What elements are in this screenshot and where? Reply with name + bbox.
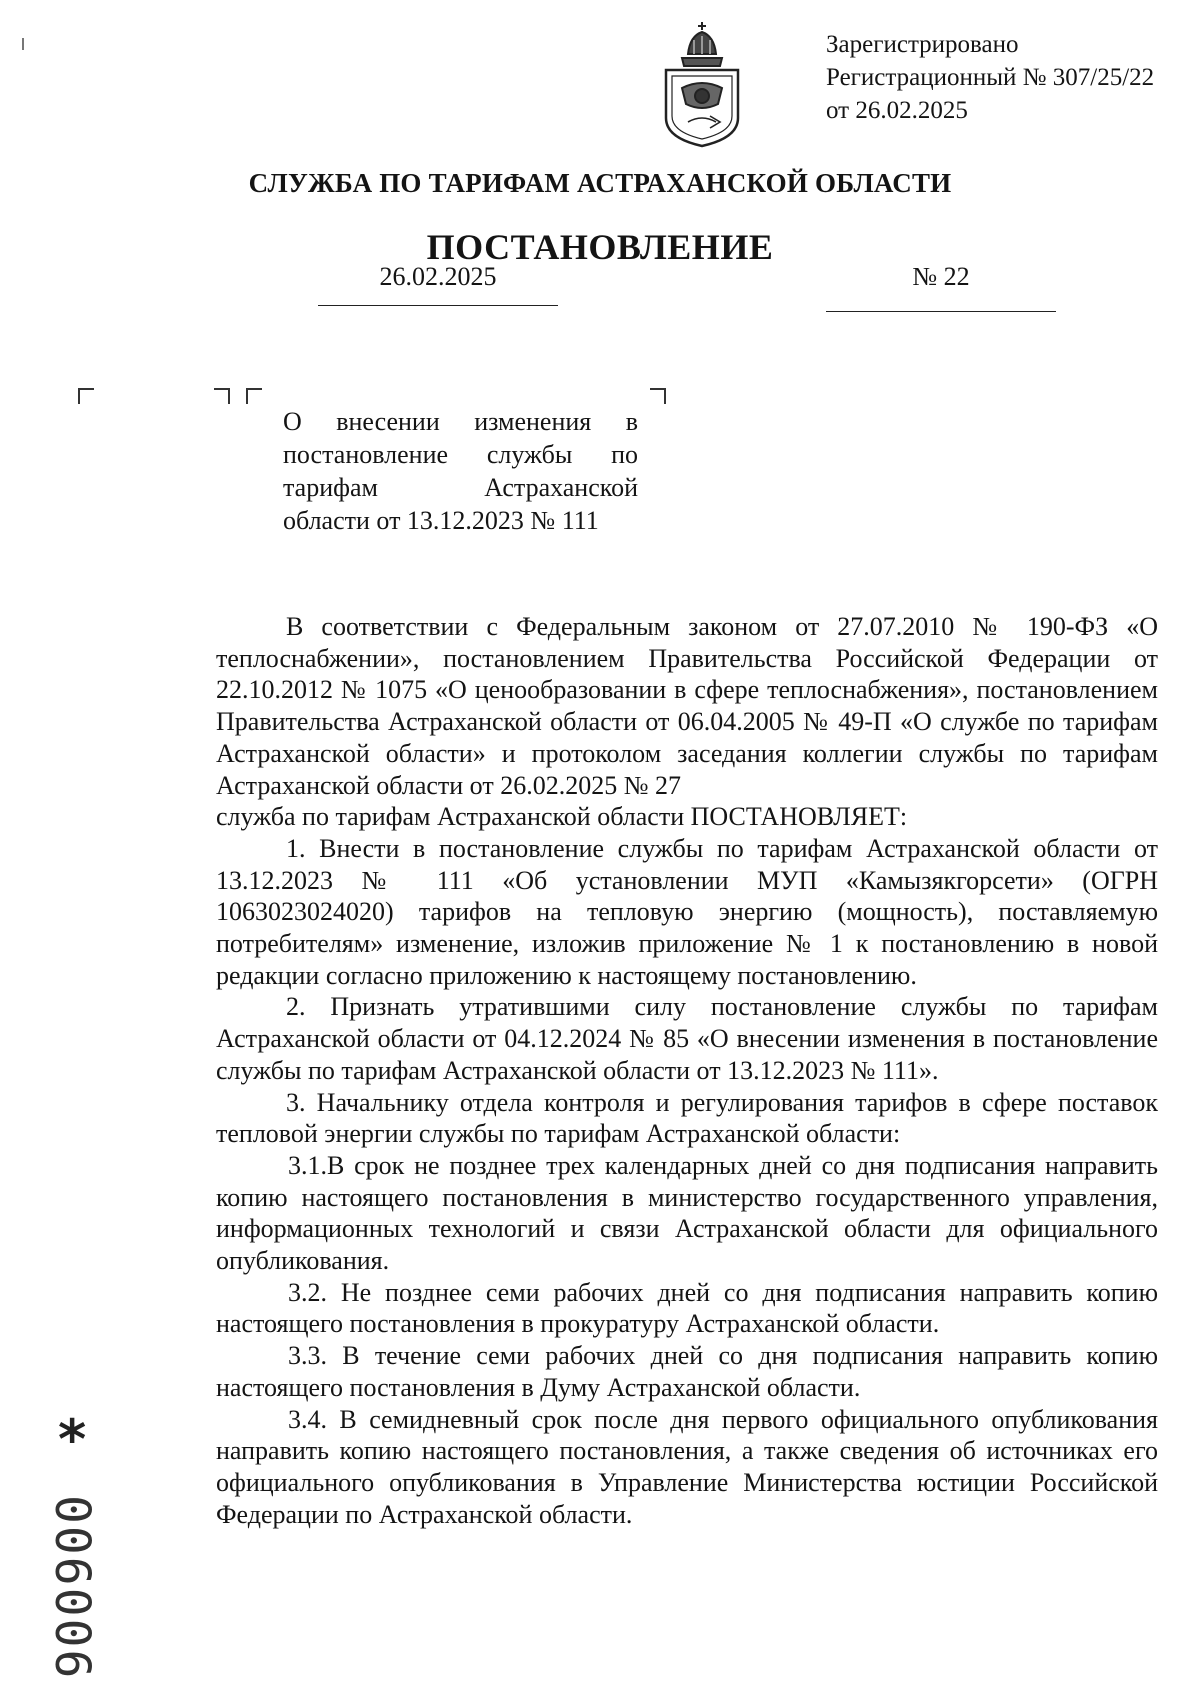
- resolves-line: служба по тарифам Астраханской области ПОСТАНОВЛЯЕТ:: [216, 802, 908, 832]
- document-subject: [283, 405, 638, 537]
- date-underline: [318, 305, 558, 306]
- agency-name: СЛУЖБА ПО ТАРИФАМ АСТРАХАНСКОЙ ОБЛАСТИ: [248, 168, 952, 198]
- clause-3-2: 3.2. Не позднее семи рабочих дней со дня подписания направить копию настоящего постановления в прокуратуру Астраханской области.: [216, 1277, 1158, 1339]
- document-type: ПОСТАНОВЛЕНИЕ: [426, 227, 774, 267]
- scan-speck: [22, 38, 24, 50]
- serial-stamp: 006006: [44, 1495, 100, 1681]
- document-number: № 22: [912, 262, 970, 291]
- document-date: 26.02.2025: [379, 262, 497, 291]
- subject-line: области от 13.12.2023 № 111: [283, 506, 599, 535]
- corner-mark-right: [650, 388, 666, 404]
- preamble-paragraph: В соответствии с Федеральным законом от 27.07.2010 № 190-ФЗ «О теплоснабжении», постановлением Правительства Российской Федерации от 22.10.2012 № 1075 «О ценообразовании в сфере теплоснабжения», постановлением Правительства Астраханской области от 06.04.2005 № 49-П «О службе по тарифам Астраханской области» и протоколом заседания коллегии службы по тарифам Астраханской области от 26.02.2025 № 27: [216, 612, 1158, 800]
- clause-1: 1. Внести в постановление службы по тарифам Астраханской области от 13.12.2023 № 111 «Об установлении МУП «Камызякгорсети» (ОГРН 1063023024020) тарифов на тепловую энергию (мощность), поставляемую потребителям» изменение, изложив приложение № 1 к постановлению в новой редакции согласно приложению к настоящему постановлению.: [216, 833, 1158, 990]
- coat-of-arms-icon: [658, 18, 746, 148]
- registration-status: Зарегистрировано: [826, 31, 1019, 58]
- corner-mark-subject-right: [246, 388, 262, 404]
- corner-mark-subject-left: [214, 388, 230, 404]
- clause-3-4: 3.4. В семидневный срок после дня первого официального опубликования направить копию настоящего постановления, а также сведения об источниках его официального опубликования в Управление Министерства юстиции Российской Федерации по Астраханской области.: [216, 1404, 1158, 1529]
- clause-3: 3. Начальнику отдела контроля и регулирования тарифов в сфере поставок тепловой энергии службы по тарифам Астраханской области:: [216, 1087, 1158, 1149]
- subject-line: постановление службы по: [283, 440, 638, 469]
- clause-2: 2. Признать утратившими силу постановление службы по тарифам Астраханской области от 04.12.2024 № 85 «О внесении изменения в постановление службы по тарифам Астраханской области от 13.12.2023 № 111».: [216, 992, 1158, 1085]
- document-body: [216, 611, 1158, 1530]
- margin-asterisk: *: [58, 1408, 87, 1471]
- subject-line: тарифам Астраханской: [283, 473, 638, 502]
- registration-block: [826, 28, 1154, 127]
- registration-date: от 26.02.2025: [826, 97, 968, 124]
- clause-3-3: 3.3. В течение семи рабочих дней со дня подписания направить копию настоящего постановления в Думу Астраханской области.: [216, 1341, 1158, 1402]
- registration-number: Регистрационный № 307/25/22: [826, 64, 1155, 91]
- clause-3-1: 3.1.В срок не позднее трех календарных дней со дня подписания направить копию настоящего постановления в министерство государственного управления, информационных технологий и связи Астраханской области для официального опубликования.: [216, 1150, 1158, 1276]
- subject-line: О внесении изменения в: [283, 407, 638, 436]
- corner-mark-left: [78, 388, 94, 404]
- number-underline: [826, 311, 1056, 312]
